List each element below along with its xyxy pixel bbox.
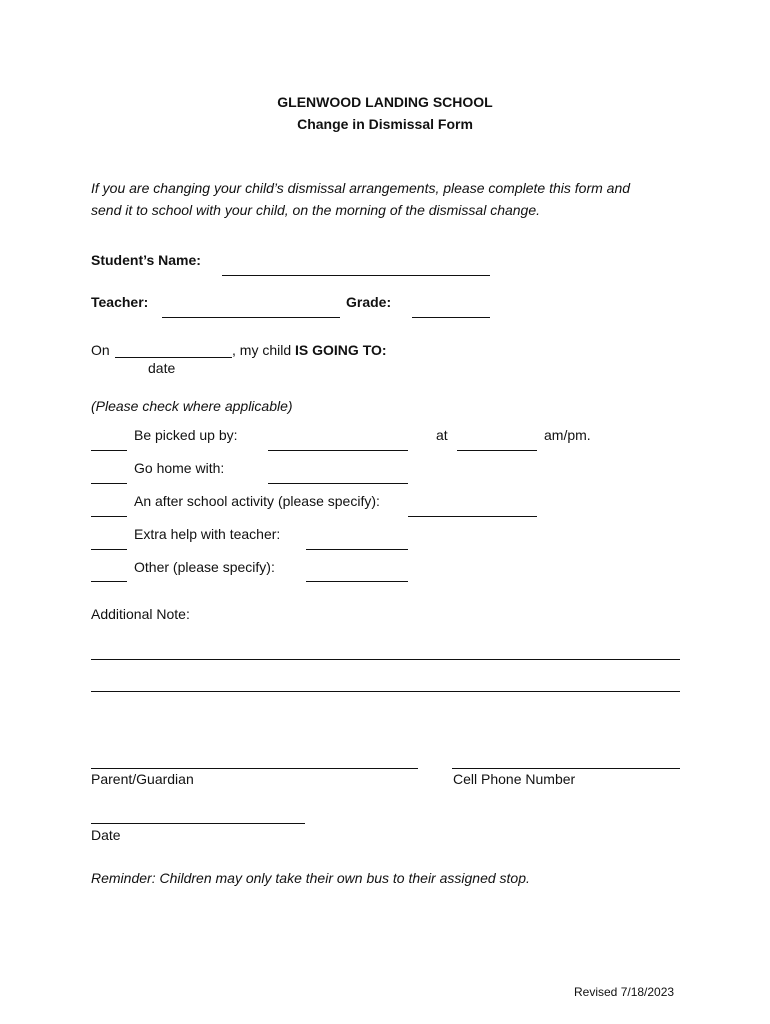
parent-signature-field[interactable] xyxy=(91,768,418,769)
check-other[interactable] xyxy=(91,581,127,582)
student-name-label: Student’s Name: xyxy=(91,252,201,268)
other-label: Other (please specify): xyxy=(134,559,275,575)
go-home-with-field[interactable] xyxy=(268,483,408,484)
grade-field[interactable] xyxy=(412,317,490,318)
student-name-field[interactable] xyxy=(222,275,490,276)
going-to-prefix: , my child xyxy=(232,342,292,358)
on-label: On xyxy=(91,342,110,358)
additional-note-label: Additional Note: xyxy=(91,606,190,622)
signature-date-label: Date xyxy=(91,827,121,843)
check-after-school[interactable] xyxy=(91,516,127,517)
at-label: at xyxy=(436,427,448,443)
additional-note-line-2[interactable] xyxy=(91,691,680,692)
ampm-label: am/pm. xyxy=(544,427,591,443)
date-field[interactable] xyxy=(115,357,232,358)
go-home-label: Go home with: xyxy=(134,460,225,476)
instructions-line-2: send it to school with your child, on the morning of the dismissal change. xyxy=(91,202,541,218)
extra-help-label: Extra help with teacher: xyxy=(134,526,281,542)
cell-phone-field[interactable] xyxy=(452,768,680,769)
other-field[interactable] xyxy=(306,581,408,582)
reminder-text: Reminder: Children may only take their own bus to their assigned stop. xyxy=(91,870,530,886)
after-school-field[interactable] xyxy=(408,516,537,517)
teacher-field[interactable] xyxy=(162,317,340,318)
school-name: GLENWOOD LANDING SCHOOL xyxy=(277,94,493,110)
cell-phone-label: Cell Phone Number xyxy=(453,771,576,787)
check-extra-help[interactable] xyxy=(91,549,127,550)
teacher-label: Teacher: xyxy=(91,294,149,310)
check-note: (Please check where applicable) xyxy=(91,398,293,414)
picked-up-label: Be picked up by: xyxy=(134,427,238,443)
after-school-label: An after school activity (please specify): xyxy=(134,493,380,509)
signature-date-field[interactable] xyxy=(91,823,305,824)
parent-label: Parent/Guardian xyxy=(91,771,194,787)
pickup-time-field[interactable] xyxy=(457,450,537,451)
date-caption: date xyxy=(148,360,176,376)
form-title: Change in Dismissal Form xyxy=(297,116,473,132)
picked-up-by-field[interactable] xyxy=(268,450,408,451)
check-go-home[interactable] xyxy=(91,483,127,484)
check-picked-up[interactable] xyxy=(91,450,127,451)
grade-label: Grade: xyxy=(346,294,392,310)
instructions-line-1: If you are changing your child’s dismissal arrangements, please complete this form and xyxy=(91,180,631,196)
additional-note-line-1[interactable] xyxy=(91,659,680,660)
extra-help-field[interactable] xyxy=(306,549,408,550)
revised-date: Revised 7/18/2023 xyxy=(574,985,675,999)
going-to-text xyxy=(232,342,387,359)
going-to-bold: IS GOING TO: xyxy=(295,342,387,358)
